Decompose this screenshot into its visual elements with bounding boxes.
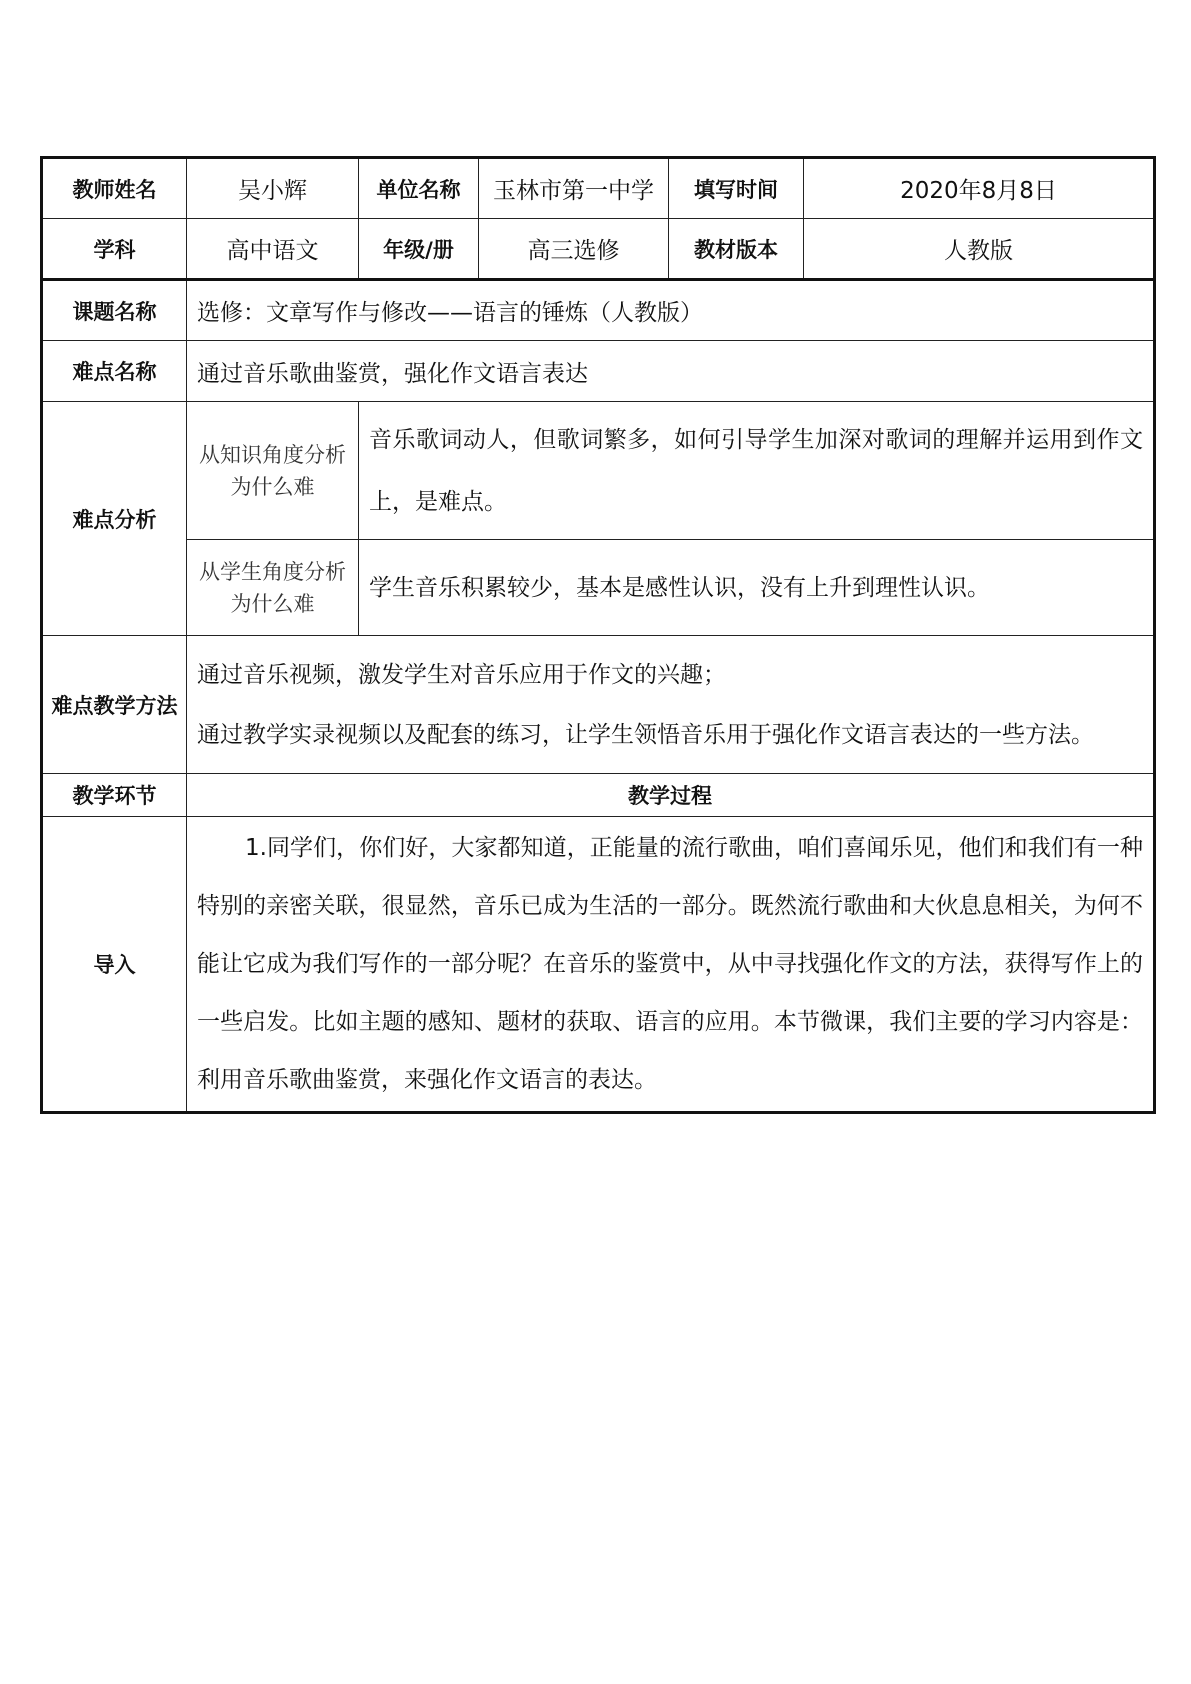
intro-text: 1.同学们，你们好，大家都知道，正能量的流行歌曲，咱们喜闻乐见，他们和我们有一种特别的亲密关联，很显然，音乐已成为生活的一部分。既然流行歌曲和大伙息息相关，为何不能让它成为我们写作的一部分呢？在音乐的鉴赏中，从中寻找强化作文的方法，获得写作上的一些启发。比如主题的感知、题材的获取、语言的应用。本节微课，我们主要的学习内容是：利用音乐歌曲鉴赏，来强化作文语言的表达。 [187,817,1155,1113]
header-row-1 [42,158,1155,219]
process-header-row [42,774,1155,817]
difficulty-value: 通过音乐歌曲鉴赏，强化作文语言表达 [187,341,1155,402]
topic-label: 课题名称 [42,280,187,341]
knowledge-angle-label [187,402,359,540]
grade-label: 年级/册 [359,219,479,280]
difficulty-label: 难点名称 [42,341,187,402]
method-line-1: 通过音乐视频，激发学生对音乐应用于作文的兴趣； [197,661,726,688]
process-header: 教学过程 [187,774,1155,817]
student-angle-line2: 为什么难 [230,591,315,616]
date-value: 2020年8月8日 [804,158,1155,219]
teacher-value: 吴小辉 [187,158,359,219]
header-row-2 [42,219,1155,280]
knowledge-angle-text: 音乐歌词动人，但歌词繁多，如何引导学生加深对歌词的理解并运用到作文上，是难点。 [359,402,1155,540]
topic-value: 选修：文章写作与修改——语言的锤炼（人教版） [187,280,1155,341]
date-label: 填写时间 [669,158,804,219]
lesson-plan-page [40,156,1153,1114]
lesson-plan-table [40,156,1156,1114]
subject-label: 学科 [42,219,187,280]
unit-label: 单位名称 [359,158,479,219]
topic-row [42,280,1155,341]
teacher-label: 教师姓名 [42,158,187,219]
student-angle-text: 学生音乐积累较少，基本是感性认识，没有上升到理性认识。 [359,540,1155,636]
textbook-value: 人教版 [804,219,1155,280]
method-content [187,636,1155,774]
grade-value: 高三选修 [479,219,669,280]
analysis-row-knowledge [42,402,1155,540]
textbook-label: 教材版本 [669,219,804,280]
stage-header: 教学环节 [42,774,187,817]
knowledge-angle-line1: 从知识角度分析 [199,442,346,467]
difficulty-row [42,341,1155,402]
unit-value: 玉林市第一中学 [479,158,669,219]
method-line-2: 通过教学实录视频以及配套的练习，让学生领悟音乐用于强化作文语言表达的一些方法。 [197,721,1094,748]
student-angle-label [187,540,359,636]
student-angle-line1: 从学生角度分析 [199,559,346,584]
analysis-row-student [42,540,1155,636]
method-label: 难点教学方法 [42,636,187,774]
subject-value: 高中语文 [187,219,359,280]
intro-row [42,817,1155,1113]
analysis-label: 难点分析 [42,402,187,636]
method-row [42,636,1155,774]
knowledge-angle-line2: 为什么难 [230,474,315,499]
intro-label: 导入 [42,817,187,1113]
